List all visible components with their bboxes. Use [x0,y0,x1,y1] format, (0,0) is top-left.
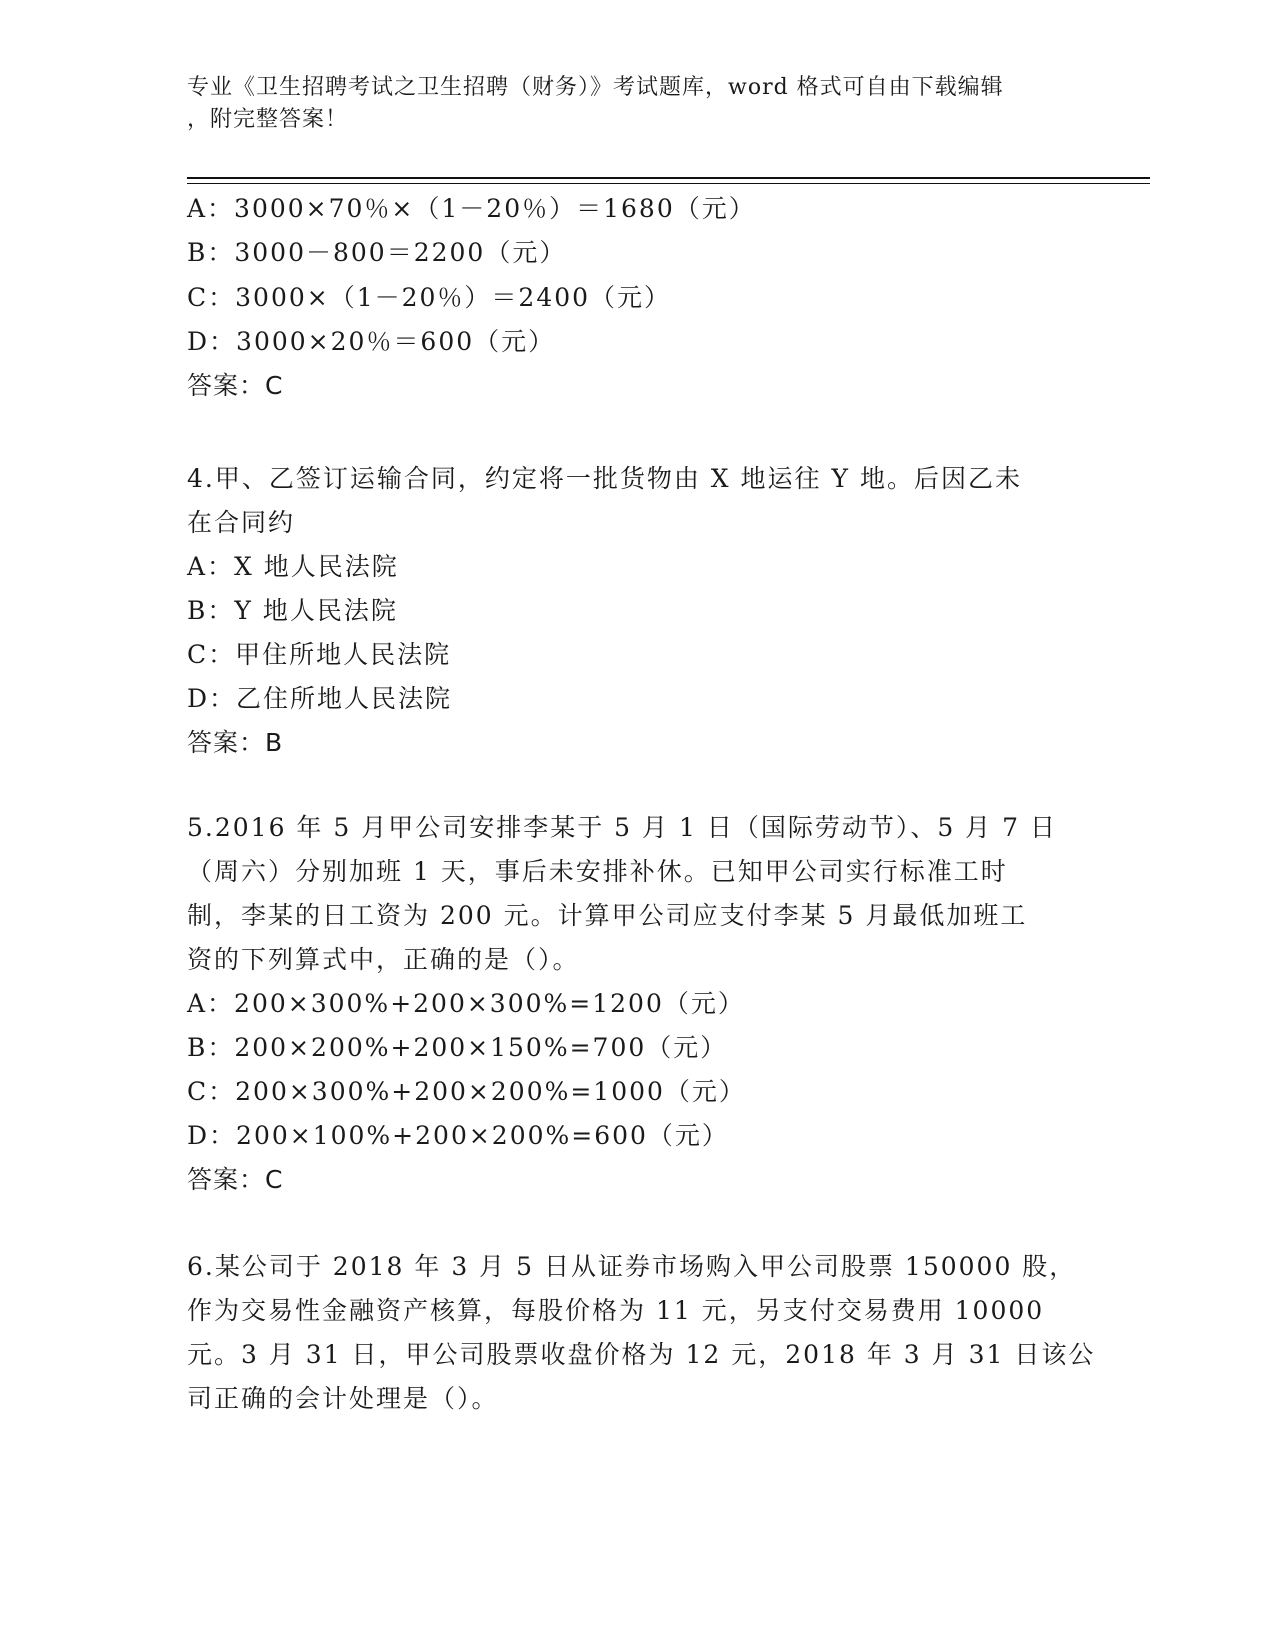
q5-option-b: B：200×200%+200×150%=700（元） [187,1033,728,1062]
q5-stem-line-2: （周六）分别加班 1 天，事后未安排补休。已知甲公司实行标准工时 [187,857,1008,886]
q4-answer: 答案：B [187,728,284,757]
q6-stem-line-2: 作为交易性金融资产核算，每股价格为 11 元，另支付交易费用 10000 [187,1296,1045,1325]
q4-option-d: D：乙住所地人民法院 [187,684,453,713]
q5-answer: 答案：C [187,1165,284,1194]
document-header [187,72,1087,136]
q3-option-b: B：3000－800＝2200（元） [187,238,567,267]
q5-option-d: D：200×100%+200×200%=600（元） [187,1121,729,1150]
q5-option-a: A：200×300%+200×300%=1200（元） [187,989,745,1018]
q3-option-c: C：3000×（1－20％）＝2400（元） [187,283,672,312]
q3-option-d: D：3000×20％＝600（元） [187,327,556,356]
q4-stem-line-1: 4.甲、乙签订运输合同，约定将一批货物由 X 地运往 Y 地。后因乙未 [187,464,1022,493]
q5-stem-line-1: 5.2016 年 5 月甲公司安排李某于 5 月 1 日（国际劳动节）、5 月 7 日 [187,813,1057,842]
q6-stem-line-1: 6.某公司于 2018 年 3 月 5 日从证券市场购入甲公司股票 150000 股， [187,1252,1077,1281]
header-line-2: ，附完整答案！ [187,107,349,132]
q4-option-b: B：Y 地人民法院 [187,596,398,625]
header-divider-bottom [187,183,1150,184]
q3-option-a: A：3000×70％×（1－20％）＝1680（元） [187,194,756,223]
q4-stem-line-2: 在合同约 [187,508,296,537]
q3-answer: 答案：C [187,371,284,400]
q5-stem-line-4: 资的下列算式中，正确的是（）。 [187,945,580,974]
header-divider-top [187,177,1150,179]
q5-option-c: C：200×300%+200×200%=1000（元） [187,1077,746,1106]
q6-stem-line-3: 元。3 月 31 日，甲公司股票收盘价格为 12 元，2018 年 3 月 31 日该公 [187,1340,1096,1369]
q5-stem-line-3: 制，李某的日工资为 200 元。计算甲公司应支付李某 5 月最低加班工 [187,901,1028,930]
q4-option-a: A：X 地人民法院 [187,552,399,581]
q6-stem-line-4: 司正确的会计处理是（）。 [187,1384,499,1413]
q4-option-c: C：甲住所地人民法院 [187,640,452,669]
header-line-1: 专业《卫生招聘考试之卫生招聘（财务）》考试题库，word 格式可自由下载编辑 [187,75,1004,100]
